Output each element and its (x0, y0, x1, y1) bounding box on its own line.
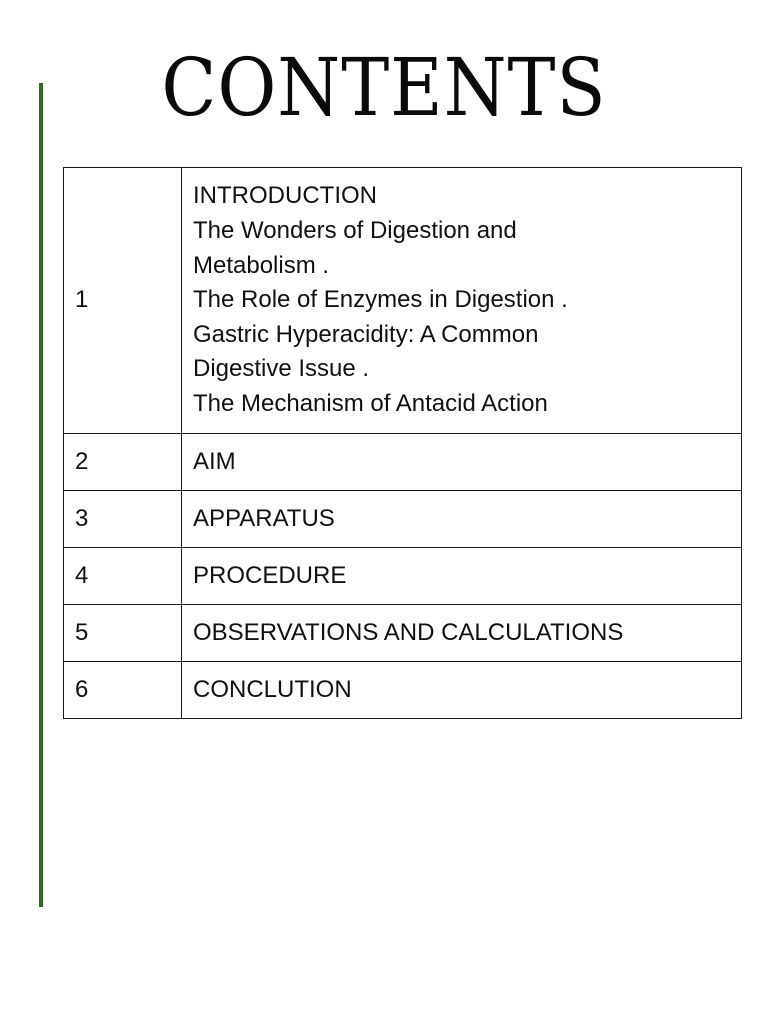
page-title: CONTENTS (161, 41, 607, 134)
row-title: OBSERVATIONS AND CALCULATIONS (182, 605, 742, 662)
table-row (64, 662, 742, 719)
table-row (64, 491, 742, 548)
row-title-line: Gastric Hyperacidity: A Common (193, 320, 539, 348)
table-row (64, 605, 742, 662)
row-title-line: Metabolism . (193, 251, 330, 279)
row-number: 6 (64, 662, 182, 719)
row-title-line: Digestive Issue . (193, 355, 370, 383)
contents-table (63, 167, 742, 719)
row-number: 4 (64, 548, 182, 605)
row-title-cell (182, 168, 742, 434)
table-row (64, 548, 742, 605)
row-title-line: The Role of Enzymes in Digestion . (193, 286, 568, 314)
row-title-line: The Mechanism of Antacid Action (193, 389, 548, 417)
row-number: 5 (64, 605, 182, 662)
row-number: 2 (64, 434, 182, 491)
row-title: AIM (182, 434, 742, 491)
row-title-line: INTRODUCTION (193, 182, 377, 210)
green-side-line (39, 83, 43, 907)
row-title-line: The Wonders of Digestion and (193, 217, 517, 245)
table-row (64, 168, 742, 434)
row-title: CONCLUTION (182, 662, 742, 719)
row-title: APPARATUS (182, 491, 742, 548)
table-row (64, 434, 742, 491)
row-title: PROCEDURE (182, 548, 742, 605)
row-number: 1 (64, 168, 182, 434)
row-number: 3 (64, 491, 182, 548)
